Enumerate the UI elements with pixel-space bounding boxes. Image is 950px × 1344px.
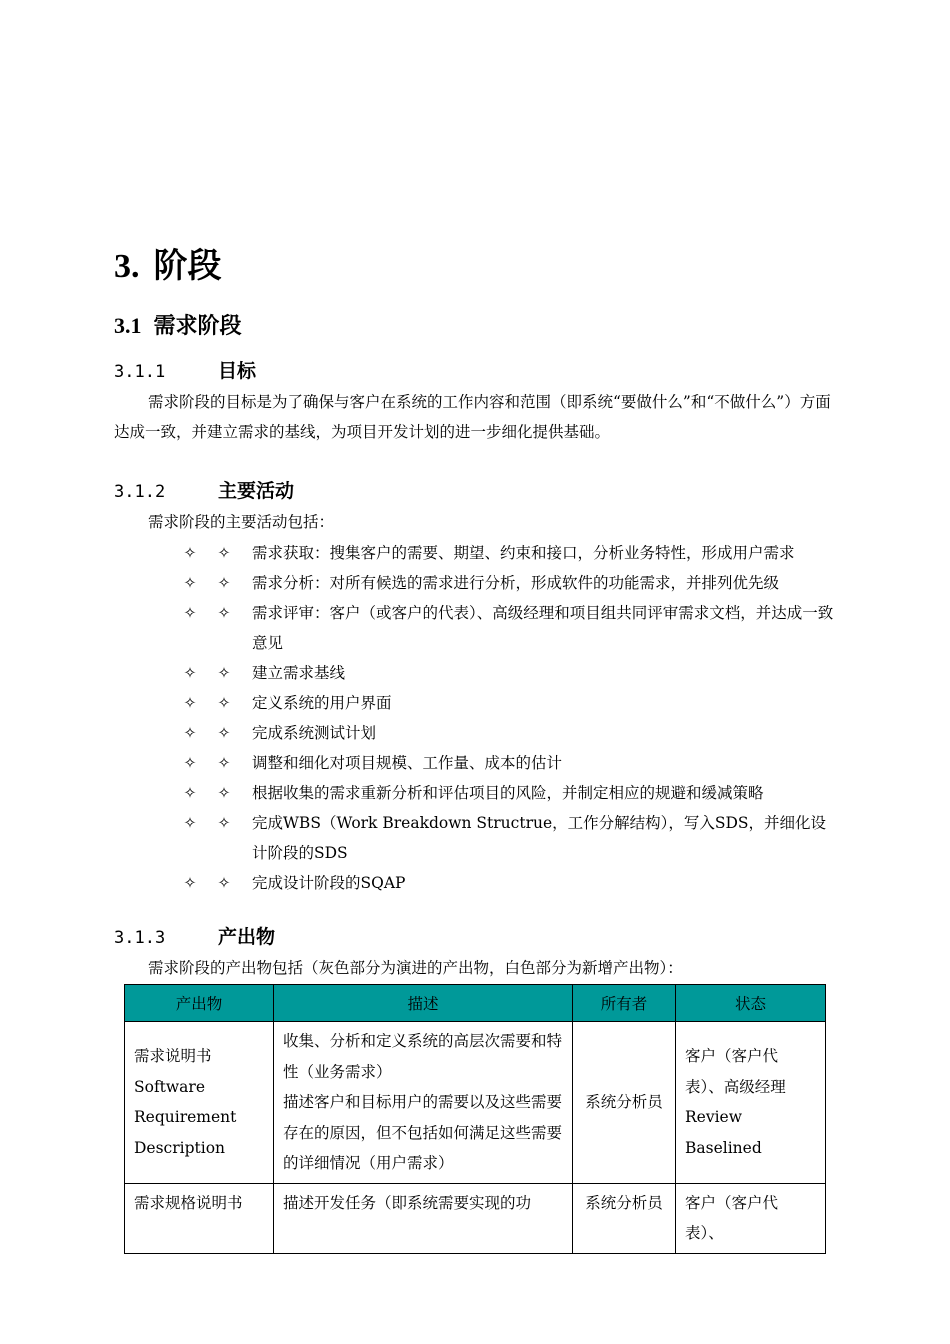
cell-status: 客户（客户代表）、 — [676, 1183, 826, 1253]
activities-intro: 需求阶段的主要活动包括： — [148, 513, 335, 531]
output-name-en: Requirement — [134, 1108, 237, 1127]
activity-list — [180, 538, 840, 898]
section-number: 3.1 — [114, 313, 142, 338]
subsection-heading-goal — [114, 358, 256, 385]
list-item — [180, 748, 840, 778]
section-title: 需求阶段 — [153, 314, 242, 339]
bullet-icon: ✧ — [183, 814, 197, 832]
bullet-icon: ✧ — [217, 604, 231, 622]
bullet-icon: ✧ — [183, 574, 197, 592]
subsection-title: 主要活动 — [218, 480, 295, 502]
output-name-en: Description — [134, 1138, 226, 1157]
description-text: 收集、分析和定义系统的高层次需要和特性（业务需求） — [283, 1032, 563, 1081]
bullet-icon: ✧ — [183, 664, 197, 682]
list-item-text: 定义系统的用户界面 — [252, 694, 392, 712]
list-item — [180, 658, 840, 688]
cell-description: 描述开发任务（即系统需要实现的功 — [274, 1183, 573, 1253]
list-item — [180, 868, 840, 898]
chapter-title: 阶段 — [153, 246, 222, 286]
bullet-icon: ✧ — [183, 874, 197, 892]
list-item-text: 完成WBS（Work Breakdown Structrue，工作分解结构），写入SDS，并细化设计阶段的SDS — [252, 814, 827, 862]
chapter-number: 3. — [114, 248, 140, 285]
section-heading — [114, 311, 242, 342]
list-item-text: 完成设计阶段的SQAP — [252, 874, 406, 892]
subsection-title: 产出物 — [218, 926, 276, 948]
bullet-icon: ✧ — [183, 724, 197, 742]
bullet-icon: ✧ — [217, 814, 231, 832]
column-header-output: 产出物 — [125, 985, 274, 1022]
list-item — [180, 688, 840, 718]
list-item-text: 建立需求基线 — [252, 664, 346, 682]
list-item — [180, 778, 840, 808]
bullet-icon: ✧ — [217, 664, 231, 682]
cell-status: 客户（客户代表）、高级经理 Review Baselined — [676, 1022, 826, 1184]
column-header-status: 状态 — [676, 985, 826, 1022]
list-item — [180, 598, 840, 658]
subsection-number: 3.1.3 — [114, 928, 166, 948]
description-text: 描述客户和目标用户的需要以及这些需要存在的原因，但不包括如何满足这些需要的详细情况（用户需求） — [283, 1093, 563, 1172]
table-row — [125, 1183, 826, 1253]
bullet-icon: ✧ — [183, 784, 197, 802]
bullet-icon: ✧ — [183, 604, 197, 622]
bullet-icon: ✧ — [217, 694, 231, 712]
subsection-title: 目标 — [218, 360, 257, 382]
cell-output: 需求规格说明书 — [125, 1183, 274, 1253]
output-name: 需求说明书 — [134, 1047, 212, 1066]
bullet-icon: ✧ — [217, 754, 231, 772]
cell-output — [125, 1022, 274, 1184]
bullet-icon: ✧ — [183, 754, 197, 772]
cell-owner: 系统分析员 — [573, 1183, 676, 1253]
subsection-number: 3.1.1 — [114, 362, 166, 382]
bullet-icon: ✧ — [217, 544, 231, 562]
list-item — [180, 808, 840, 868]
table-header-row — [125, 985, 826, 1022]
column-header-owner: 所有者 — [573, 985, 676, 1022]
list-item-text: 需求分析：对所有候选的需求进行分析，形成软件的功能需求，并排列优先级 — [252, 574, 780, 592]
bullet-icon: ✧ — [217, 874, 231, 892]
list-item — [180, 568, 840, 598]
subsection-heading-outputs — [114, 924, 275, 951]
subsection-number: 3.1.2 — [114, 482, 166, 502]
list-item-text: 根据收集的需求重新分析和评估项目的风险，并制定相应的规避和缓减策略 — [252, 784, 764, 802]
outputs-intro: 需求阶段的产出物包括（灰色部分为演进的产出物，白色部分为新增产出物）： — [148, 959, 683, 977]
table-row — [125, 1022, 826, 1184]
bullet-icon: ✧ — [183, 544, 197, 562]
outputs-table — [124, 984, 826, 1254]
list-item — [180, 538, 840, 568]
column-header-description: 描述 — [274, 985, 573, 1022]
goal-text: 需求阶段的目标是为了确保与客户在系统的工作内容和范围（即系统“要做什么”和“不做什么”）方面达成一致，并建立需求的基线，为项目开发计划的进一步细化提供基础。 — [114, 393, 831, 441]
bullet-icon: ✧ — [217, 574, 231, 592]
list-item-text: 调整和细化对项目规模、工作量、成本的估计 — [252, 754, 563, 772]
goal-paragraph — [114, 387, 838, 447]
chapter-heading — [114, 246, 222, 287]
cell-owner: 系统分析员 — [573, 1022, 676, 1184]
list-item-text: 需求获取：搜集客户的需要、期望、约束和接口，分析业务特性，形成用户需求 — [252, 544, 795, 562]
subsection-heading-activities — [114, 478, 294, 505]
bullet-icon: ✧ — [217, 724, 231, 742]
list-item-text: 需求评审：客户（或客户的代表）、高级经理和项目组共同评审需求文档，并达成一致意见 — [252, 604, 834, 652]
output-name-en: Software — [134, 1077, 206, 1096]
list-item — [180, 718, 840, 748]
bullet-icon: ✧ — [217, 784, 231, 802]
list-item-text: 完成系统测试计划 — [252, 724, 377, 742]
cell-description — [274, 1022, 573, 1184]
bullet-icon: ✧ — [183, 694, 197, 712]
